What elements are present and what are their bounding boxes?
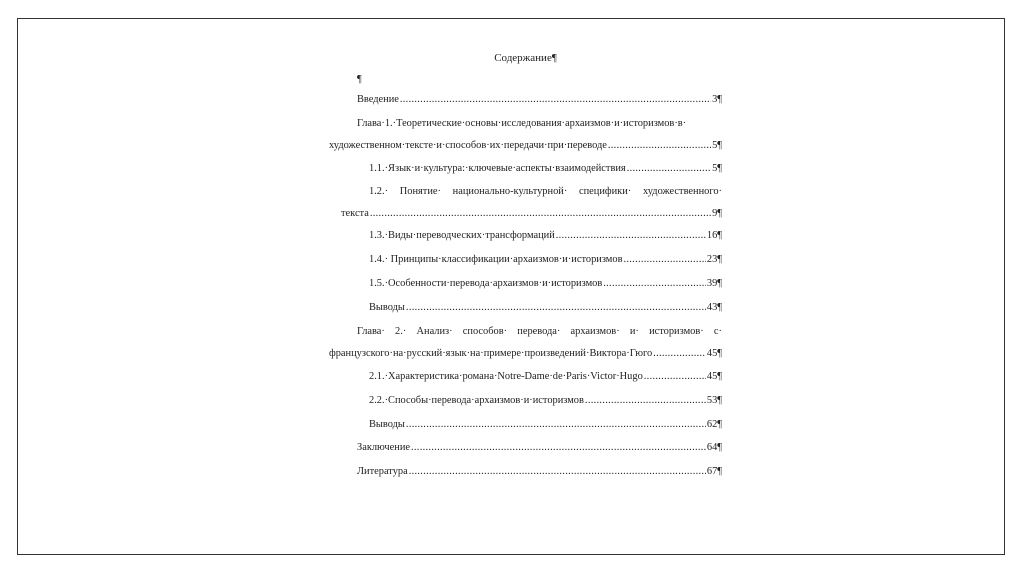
entry-title: 2.2.·Способы·перевода·архаизмов·и·историзмов	[369, 395, 584, 406]
toc-entry-1-4[interactable]	[329, 254, 722, 266]
dot-leader	[400, 94, 711, 106]
toc-entry-2-1[interactable]	[329, 371, 722, 383]
dot-leader	[370, 208, 711, 220]
entry-page: 39¶	[706, 278, 722, 289]
toc-entry-references[interactable]	[329, 466, 722, 478]
toc-entry-1-1[interactable]	[329, 163, 722, 175]
dot-leader	[653, 348, 706, 360]
entry-page: 9¶	[712, 208, 722, 219]
toc-entry-2-2[interactable]	[329, 395, 722, 407]
dot-leader	[411, 442, 706, 454]
entry-title-line1: 1.2.· Понятие· национально-культурной· специфики· художественного·	[369, 186, 722, 197]
dot-leader	[556, 230, 706, 242]
entry-title: 1.4.· Принципы·классификации·архаизмов·и·историзмов	[369, 254, 623, 265]
document-page	[17, 18, 1005, 555]
entry-page: 64¶	[706, 442, 722, 453]
entry-page: 16¶	[706, 230, 722, 241]
toc-entry-conclusions-2[interactable]	[329, 419, 722, 431]
toc-entry-1-3[interactable]	[329, 230, 722, 242]
entry-title-line1: Глава· 2.· Анализ· способов· перевода· архаизмов· и· историзмов· с·	[357, 326, 722, 337]
entry-title: текста	[341, 208, 369, 219]
entry-page: 67¶	[706, 466, 722, 477]
toc-entry-chapter-2[interactable]	[329, 326, 722, 360]
toc-title: Содержание¶	[494, 52, 557, 64]
entry-page: 45¶	[706, 371, 722, 382]
entry-title: художественном·тексте·и·способов·их·передачи·при·переводе	[329, 140, 607, 151]
entry-page: 43¶	[706, 302, 722, 313]
dot-leader	[406, 302, 706, 314]
entry-title: 2.1.·Характеристика·романа·Notre-Dame·de·Paris·Victor·Hugo	[369, 371, 643, 382]
entry-title: французского·на·русский·язык·на·примере·произведений·Виктора·Гюго	[329, 348, 653, 359]
dot-leader	[644, 371, 706, 383]
entry-title: 1.3.·Виды·переводческих·трансформаций	[369, 230, 555, 241]
toc-entry-chapter-1[interactable]	[329, 118, 722, 152]
dot-leader	[627, 163, 711, 175]
dot-leader	[406, 419, 706, 431]
entry-title: Выводы	[369, 419, 405, 430]
entry-title-line1: Глава·1.·Теоретические·основы·исследования·архаизмов·и·историзмов·в·	[357, 118, 687, 129]
entry-page: 45¶	[706, 348, 722, 359]
dot-leader	[608, 140, 711, 152]
entry-title: Заключение	[357, 442, 410, 453]
toc-entry-conclusions-1[interactable]	[329, 302, 722, 314]
dot-leader	[585, 395, 706, 407]
entry-page: 5¶	[712, 140, 722, 151]
dot-leader	[623, 254, 705, 266]
entry-title: 1.5.·Особенности·перевода·архаизмов·и·историзмов	[369, 278, 603, 289]
entry-title: Выводы	[369, 302, 405, 313]
entry-page: 5¶	[712, 163, 722, 174]
dot-leader	[409, 466, 706, 478]
entry-page: 23¶	[706, 254, 722, 265]
dot-leader	[603, 278, 706, 290]
toc-entry-1-5[interactable]	[329, 278, 722, 290]
entry-title: 1.1.·Язык·и·культура:·ключевые·аспекты·взаимодействия	[369, 163, 626, 174]
toc-entry-1-2[interactable]	[329, 186, 722, 220]
empty-paragraph: ¶	[357, 74, 362, 85]
entry-title: Литература	[357, 466, 408, 477]
toc-entry-conclusion[interactable]	[329, 442, 722, 454]
entry-page: 62¶	[706, 419, 722, 430]
entry-page: 53¶	[706, 395, 722, 406]
toc-entry-introduction[interactable]	[329, 94, 722, 106]
entry-page: 3¶	[712, 94, 722, 105]
entry-title: Введение	[357, 94, 399, 105]
